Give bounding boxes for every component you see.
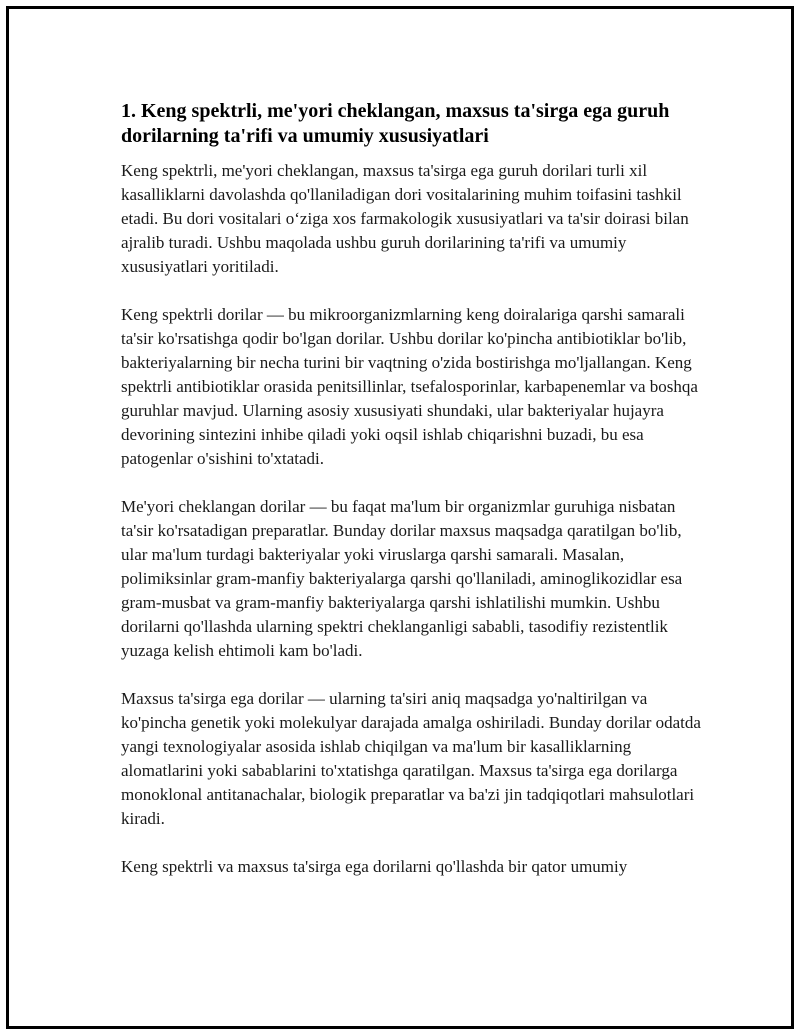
section-heading: 1. Keng spektrli, me'yori cheklangan, maxsus ta'sirga ega guruh dorilarning ta'rifi va umumiy xususiyatlari — [121, 100, 670, 147]
document-body — [121, 99, 701, 903]
paragraph-continuation: Keng spektrli va maxsus ta'sirga ega dorilarni qo'llashda bir qator umumiy — [121, 857, 628, 876]
paragraph-intro: Keng spektrli, me'yori cheklangan, maxsus ta'sirga ega guruh dorilari turli xil kasalliklarni davolashda qo'llaniladigan dori vositalarining muhim toifasini tashkil etadi. Bu dori vositalari o‘ziga xos farmakologik xususiyatlari va ta'sir doirasi bilan ajralib turadi. Ushbu maqolada ushbu guruh dorilarining ta'rifi va umumiy xususiyatlari yoritiladi. — [121, 161, 689, 276]
paragraph-narrow-spectrum: Me'yori cheklangan dorilar — bu faqat ma'lum bir organizmlar guruhiga nisbatan ta'sir ko'rsatadigan preparatlar. Bunday dorilar maxsus maqsadga qaratilgan bo'lib, ular ma'lum turdagi bakteriyalar yoki viruslarga qarshi samarali. Masalan, polimiksinlar gram-manfiy bakteriyalarga qarshi qo'llaniladi, aminoglikozidlar esa gram-musbat va gram-manfiy bakteriyalarga qarshi ishlatilishi mumkin. Ushbu dorilarni qo'llashda ularning spektri cheklanganligi sababli, tasodifiy rezistentlik yuzaga kelish ehtimoli kam bo'ladi. — [121, 497, 683, 660]
paragraph-broad-spectrum: Keng spektrli dorilar — bu mikroorganizmlarning keng doiralariga qarshi samarali ta'sir ko'rsatishga qodir bo'lgan dorilar. Ushbu dorilar ko'pincha antibiotiklar bo'lib, bakteriyalarning bir necha turini bir vaqtning o'zida bostirishga mo'ljallangan. Keng spektrli antibiotiklar orasida penitsillinlar, tsefalosporinlar, karbapenemlar va boshqa guruhlar mavjud. Ularning asosiy xususiyati shundaki, ular bakteriyalar hujayra devorining sintezini inhibe qiladi yoki oqsil ishlab chiqarishni buzadi, bu esa patogenlar o'sishini to'xtatadi. — [121, 305, 698, 468]
page-frame — [6, 6, 794, 1029]
paragraph-targeted-action: Maxsus ta'sirga ega dorilar — ularning ta'siri aniq maqsadga yo'naltirilgan va ko'pincha genetik yoki molekulyar darajada amalga oshiriladi. Bunday dorilar odatda yangi texnologiyalar asosida ishlab chiqilgan va ma'lum bir kasalliklarning alomatlarini yoki sabablarini to'xtatishga qaratilgan. Maxsus ta'sirga ega dorilarga monoklonal antitanachalar, biologik preparatlar va ba'zi jin tadqiqotlari mahsulotlari kiradi. — [121, 689, 701, 828]
